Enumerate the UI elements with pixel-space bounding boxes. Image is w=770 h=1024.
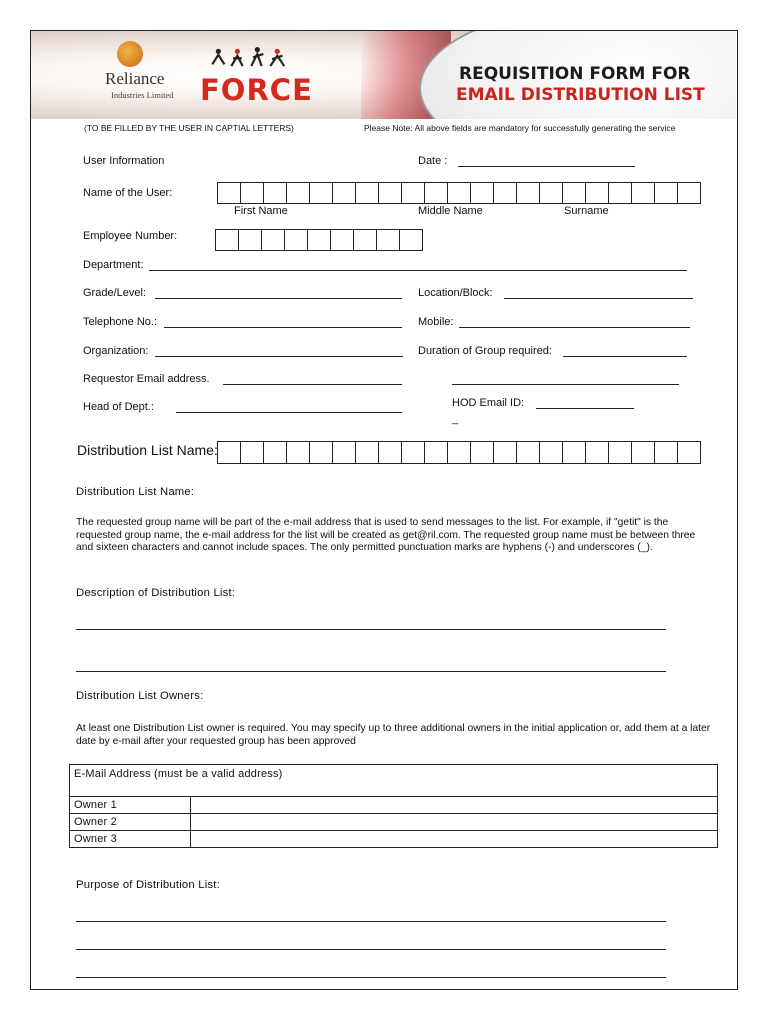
character-box[interactable] [540, 442, 563, 463]
form-header-banner [31, 31, 736, 119]
location-field[interactable] [504, 298, 693, 299]
character-box[interactable] [586, 442, 609, 463]
user-name-label: Name of the User: [83, 187, 173, 199]
date-field[interactable] [458, 166, 635, 167]
requestor-email-label: Requestor Email address. [83, 373, 210, 385]
character-box[interactable] [264, 442, 287, 463]
character-box[interactable] [448, 442, 471, 463]
distribution-list-name-label: Distribution List Name: [77, 442, 218, 458]
character-box[interactable] [425, 183, 448, 203]
grade-field[interactable] [155, 298, 402, 299]
character-box[interactable] [356, 442, 379, 463]
mobile-label: Mobile: [418, 316, 454, 328]
character-box[interactable] [264, 183, 287, 203]
character-box[interactable] [354, 230, 377, 250]
owner-label: Owner 3 [70, 831, 191, 848]
character-box[interactable] [517, 183, 540, 203]
character-box[interactable] [400, 230, 423, 250]
character-box[interactable] [287, 442, 310, 463]
fill-instruction: (TO BE FILLED BY THE USER IN CAPTIAL LETTERS) [84, 123, 294, 133]
hod-email-label: HOD Email ID: [452, 397, 525, 409]
character-box[interactable] [563, 442, 586, 463]
character-box[interactable] [310, 442, 333, 463]
company-name: Reliance [105, 69, 165, 88]
character-box[interactable] [379, 183, 402, 203]
character-box[interactable] [609, 442, 632, 463]
character-box[interactable] [517, 442, 540, 463]
character-box[interactable] [471, 183, 494, 203]
reliance-logo-icon [117, 41, 143, 67]
character-box[interactable] [494, 442, 517, 463]
first-name-caption: First Name [234, 205, 288, 217]
character-box[interactable] [563, 183, 586, 203]
telephone-field[interactable] [164, 327, 402, 328]
employee-number-label: Employee Number: [83, 230, 178, 242]
requestor-email-field[interactable] [223, 384, 402, 385]
distribution-name-paragraph: The requested group name will be part of the e-mail address that is used to send messages to the list. For example, if "getit" is the requested group name, the e-mail address for the list will be created as get@ril.com. The requested group name must be between three and sixteen characters and cannot include spaces. The only permitted punctuation marks are hyphens (-) and underscores (_). [76, 517, 696, 553]
character-box[interactable] [471, 442, 494, 463]
owners-table [69, 764, 718, 848]
form-title-line1: REQUISITION FORM FOR [459, 64, 691, 84]
surname-caption: Surname [564, 205, 609, 217]
character-box[interactable] [310, 183, 333, 203]
head-of-dept-label: Head of Dept.: [83, 401, 154, 413]
owner-email-cell[interactable] [191, 831, 718, 848]
force-brand: FORCE [200, 73, 313, 107]
purpose-line-3[interactable] [76, 977, 666, 978]
character-box[interactable] [494, 183, 517, 203]
user-information-label: User Information [83, 155, 165, 167]
character-box[interactable] [402, 442, 425, 463]
grade-label: Grade/Level: [83, 287, 146, 299]
character-box[interactable] [540, 183, 563, 203]
character-box[interactable] [308, 230, 331, 250]
distribution-name-heading: Distribution List Name: [76, 486, 195, 498]
character-box[interactable] [356, 183, 379, 203]
owners-table-header: E-Mail Address (must be a valid address) [70, 765, 718, 797]
description-heading: Description of Distribution List: [76, 587, 236, 599]
character-box[interactable] [262, 230, 285, 250]
hod-email-field[interactable] [536, 408, 634, 409]
character-box[interactable] [218, 442, 241, 463]
character-box[interactable] [655, 183, 678, 203]
force-figures-icon [203, 47, 303, 73]
employee-number-boxes[interactable] [215, 229, 423, 251]
mobile-field[interactable] [459, 327, 690, 328]
owner-email-cell[interactable] [191, 797, 718, 814]
character-box[interactable] [678, 183, 701, 203]
character-box[interactable] [402, 183, 425, 203]
owners-heading: Distribution List Owners: [76, 690, 204, 702]
owner-email-cell[interactable] [191, 814, 718, 831]
owner-label: Owner 1 [70, 797, 191, 814]
character-box[interactable] [333, 183, 356, 203]
character-box[interactable] [241, 183, 264, 203]
location-label: Location/Block: [418, 287, 493, 299]
department-label: Department: [83, 259, 144, 271]
character-box[interactable] [218, 183, 241, 203]
table-row [70, 831, 718, 848]
character-box[interactable] [655, 442, 678, 463]
description-line-2[interactable] [76, 671, 666, 672]
character-box[interactable] [241, 442, 264, 463]
date-label: Date : [418, 155, 448, 167]
character-box[interactable] [425, 442, 448, 463]
character-box[interactable] [379, 442, 402, 463]
table-row [70, 814, 718, 831]
table-row [70, 797, 718, 814]
character-box[interactable] [287, 183, 310, 203]
department-field[interactable] [149, 270, 687, 271]
character-box[interactable] [632, 442, 655, 463]
character-box[interactable] [333, 442, 356, 463]
character-box[interactable] [609, 183, 632, 203]
character-box[interactable] [448, 183, 471, 203]
telephone-label: Telephone No.: [83, 316, 157, 328]
character-box[interactable] [331, 230, 354, 250]
purpose-line-1[interactable] [76, 921, 666, 922]
company-subtitle: Industries Limited [111, 90, 174, 100]
mandatory-note: Please Note: All above fields are mandatory for successfully generating the service [364, 123, 676, 133]
user-name-boxes[interactable] [217, 182, 701, 204]
form-title-line2: EMAIL DISTRIBUTION LIST [456, 85, 705, 105]
hod-email-tail: _ [452, 413, 459, 425]
middle-name-caption: Middle Name [418, 205, 483, 217]
head-of-dept-field[interactable] [176, 412, 402, 413]
purpose-line-2[interactable] [76, 949, 666, 950]
purpose-heading: Purpose of Distribution List: [76, 879, 220, 891]
organization-field[interactable] [155, 356, 403, 357]
duration-field[interactable] [563, 356, 687, 357]
character-box[interactable] [285, 230, 308, 250]
character-box[interactable] [216, 230, 239, 250]
character-box[interactable] [632, 183, 655, 203]
extra-field[interactable] [452, 384, 679, 385]
requisition-form-page [30, 30, 738, 990]
character-box[interactable] [239, 230, 262, 250]
owner-label: Owner 2 [70, 814, 191, 831]
distribution-list-name-boxes[interactable] [217, 441, 701, 464]
character-box[interactable] [586, 183, 609, 203]
organization-label: Organization: [83, 345, 149, 357]
character-box[interactable] [377, 230, 400, 250]
character-box[interactable] [678, 442, 701, 463]
owners-paragraph: At least one Distribution List owner is required. You may specify up to three additional owners in the initial application or, add them at a later date by e-mail after your requested group has been approved [76, 723, 711, 747]
description-line-1[interactable] [76, 629, 666, 630]
duration-label: Duration of Group required: [418, 345, 552, 357]
